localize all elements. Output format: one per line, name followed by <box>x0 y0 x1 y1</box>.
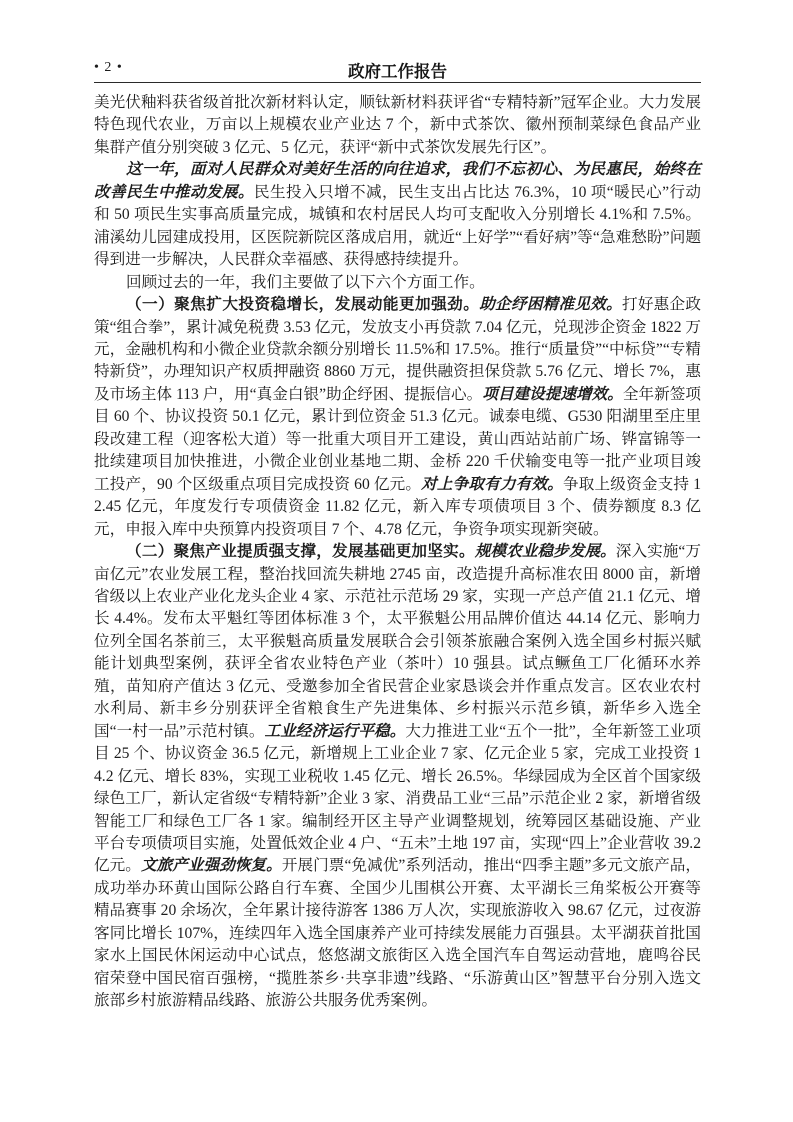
page-content <box>94 58 701 1013</box>
paragraph <box>94 92 701 159</box>
paragraph <box>94 541 701 1013</box>
text-segment-bold-kai: 规模农业稳步发展。 <box>474 543 616 561</box>
paragraph <box>94 294 701 541</box>
text-segment-bold-hei: （二）聚焦产业提质强支撑，发展基础更加坚实。 <box>126 543 475 561</box>
text-segment-normal: 大力推进工业“五个一批”，全年新签工业项目 25 个、协议资金 36.5 亿元，新增规上工业企业 7 家、亿元企业 5 家，完成工业投资 14.2 亿元、增长 83%，实现工业税收 1.45 亿元、增长 26.5%。华绿园成为全区首个国家级绿色工厂，新认定省级“专精特新”企业 3 家、消费品工业“三品”示范企业 2 家，新增省级智能工厂和绿色工厂各 1 家。编制经开区主导产业调整规划，统筹园区基础设施、产业平台专项债项目实施，处置低效企业 4 户、“五未”土地 197 亩，实现“四上”企业营收 39.2 亿元。 <box>94 722 702 875</box>
text-segment-normal: 打好惠企政策“组合拳”，累计减免税费 3.53 亿元，发放支小再贷款 7.04 亿元，兑现涉企资金 1822 万元，金融机构和小微企业贷款余额分别增长 11.5%和 17.5%。推行“质量贷”“中标贷”“专精特新贷”，办理知识产权质押融资 8860 万元，提供融资担保贷款 5.76 亿元、增长 7%，惠及市场主体 113 户，用“真金白银”助企纾困、提振信心。 <box>94 296 701 403</box>
text-segment-bold-kai: 助企纾困精准见效。 <box>479 296 622 314</box>
text-segment-bold-kai: 文旅产业强劲恢复。 <box>140 857 282 875</box>
text-segment-bold-kai: 工业经济运行平稳。 <box>264 722 406 740</box>
text-segment-bold-kai: 项目建设提速增效。 <box>482 385 623 403</box>
text-segment-normal: 全年新签项目 60 个、协议投资 50.1 亿元，累计到位资金 51.3 亿元。诚泰电缆、G530 阳湖里至庄里段改建工程（迎客松大道）等一批重大项目开工建设，黄山西站站前广场、铧富锦等一批续建项目加快推进，小微企业创业基地二期、金桥 220 千伏输变电等一批产业项目竣工投产，90 个区级重点项目完成投资 60 亿元。 <box>94 385 702 493</box>
text-segment-normal: 深入实施“万亩亿元”农业发展工程，整治找回流失耕地 2745 亩，改造提升高标准农田 8000 亩，新增省级以上农业产业化龙头企业 4 家、示范社示范场 29 家，实现一产总产值 21.1 亿元、增长 4.4%。发布太平魁红等团体标准 3 个，太平猴魁公用品牌价值达 44.14 亿元、影响力位列全国名茶前三，太平猴魁高质量发展联合会引领茶旅融合案例入选全国乡村振兴赋能计划典型案例，获评全省农业特色产业（茶叶）10 强县。试点鳜鱼工厂化循环水养殖，苗知府产值达 3 亿元、受邀参加全省民营企业家恳谈会并作重点发言。区农业农村水利局、新丰乡分别获评全省粮食生产先进集体、乡村振兴示范乡镇，新华乡入选全国“一村一品”示范村镇。 <box>94 543 702 740</box>
text-segment-normal: 回顾过去的一年，我们主要做了以下六个方面工作。 <box>126 273 485 291</box>
text-segment-normal: 争取上级资金支持 12.45 亿元，年度发行专项债资金 11.82 亿元，新入库专项债项目 3 个、债券额度 8.3 亿元，申报入库中央预算内投资项目 7 个、4.78 亿元，争资争项实现新突破。 <box>94 475 701 538</box>
paragraph <box>94 159 701 271</box>
page-number: • 2 • <box>94 60 123 75</box>
document-body <box>94 92 701 1013</box>
page-header <box>94 58 701 83</box>
text-segment-normal: 美光伏釉料获省级首批次新材料认定，顺钛新材料获评省“专精特新”冠军企业。大力发展特色现代农业，万亩以上规模农业产业达 7 个，新中式茶饮、徽州预制菜绿色食品产业集群产值分别突破 3 亿元、5 亿元，获评“新中式茶饮发展先行区”。 <box>94 94 701 156</box>
text-segment-normal: 开展门票“免减优”系列活动，推出“四季主题”多元文旅产品，成功举办环黄山国际公路自行车赛、全国少儿围棋公开赛、太平湖长三角桨板公开赛等精品赛事 20 余场次，全年累计接待游客 1386 万人次，实现旅游收入 98.67 亿元，过夜游客同比增长 107%，连续四年入选全国康养产业可持续发展能力百强县。太平湖获首批国家水上国民休闲运动中心试点，悠悠湖文旅街区入选全国汽车自驾运动营地，鹿鸣谷民宿荣登中国民宿百强榜，“揽胜茶乡·共享非遗”线路、“乐游黄山区”智慧平台分别入选文旅部乡村旅游精品线路、旅游公共服务优秀案例。 <box>94 857 702 1010</box>
text-segment-bold-hei: （一）聚焦扩大投资稳增长，发展动能更加强劲。 <box>126 296 480 314</box>
text-segment-bold-kai: 这一年，面对人民群众对美好生活的向往追求，我们不忘初心、为民惠民，始终在改善民生中推动发展。 <box>94 161 701 201</box>
header-title: 政府工作报告 <box>348 63 447 81</box>
text-segment-normal: 民生投入只增不减，民生支出占比达 76.3%，10 项“暖民心”行动和 50 项民生实事高质量完成，城镇和农村居民人均可支配收入分别增长 4.1%和 7.5%。浦溪幼儿园建成投用，区医院新院区落成启用，就近“上好学”“看好病”等“急难愁盼”问题得到进一步解决，人民群众幸福感、获得感持续提升。 <box>94 183 702 269</box>
text-segment-bold-kai: 对上争取有力有效。 <box>421 475 564 493</box>
paragraph <box>94 272 701 294</box>
